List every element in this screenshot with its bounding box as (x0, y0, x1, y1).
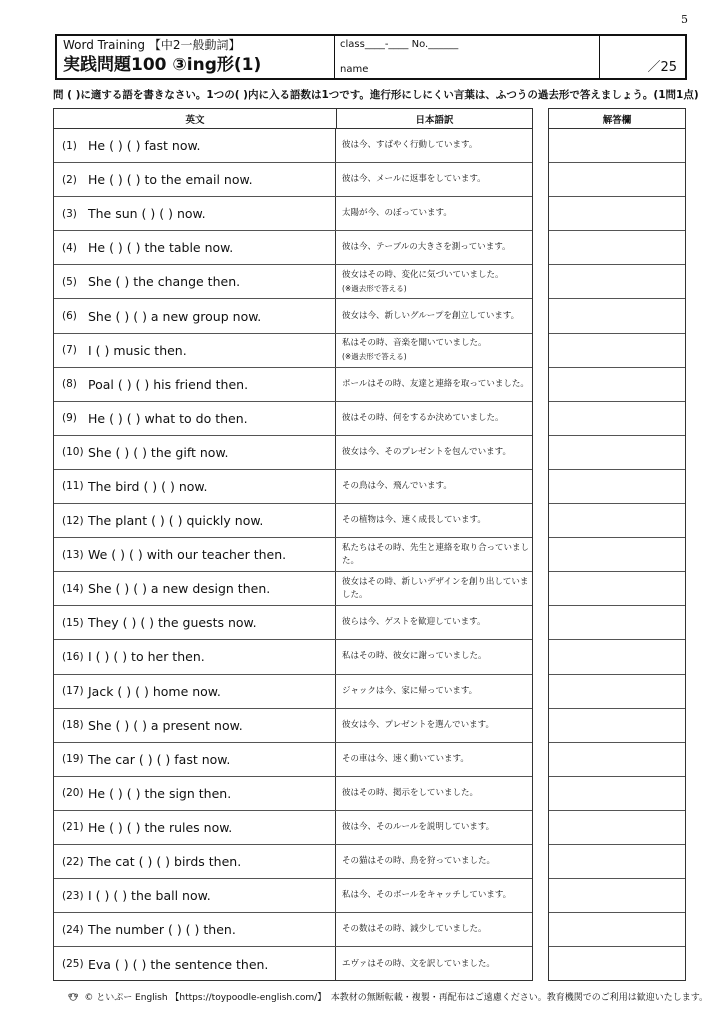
answer-cell[interactable] (549, 402, 685, 436)
question-row (54, 879, 532, 913)
question-row (54, 265, 532, 299)
japanese-translation: ポールはその時、友達と連絡を取っていました。 (342, 378, 529, 389)
japanese-translation: 彼女はその時、変化に気づいていました。 (342, 269, 504, 280)
answer-cell[interactable] (549, 845, 685, 879)
answer-cell[interactable] (549, 334, 685, 368)
score-total: ／25 (647, 60, 677, 75)
japanese-translation: 彼はその時、何をするか決めていました。 (342, 412, 504, 423)
english-sentence-cell (54, 470, 336, 503)
answer-cell[interactable] (549, 709, 685, 743)
japanese-translation-cell (336, 334, 532, 367)
japanese-translation: その車は今、速く動いています。 (342, 753, 469, 764)
answer-cell[interactable] (549, 675, 685, 709)
question-number: (3) (62, 207, 77, 220)
answer-cell[interactable] (549, 538, 685, 572)
question-row (54, 504, 532, 538)
question-number: (11) (62, 480, 84, 493)
past-tense-note: (※過去形で答える) (342, 283, 407, 293)
english-sentence: I ( ) music then. (88, 342, 187, 358)
japanese-translation-cell (336, 436, 532, 469)
question-row (54, 129, 532, 163)
japanese-translation-cell (336, 777, 532, 810)
japanese-translation: 彼女は今、プレゼントを選んでいます。 (342, 719, 494, 730)
english-sentence: He ( ) ( ) to the email now. (88, 172, 253, 188)
english-sentence: The cat ( ) ( ) birds then. (88, 854, 242, 870)
japanese-translation-cell (336, 572, 532, 605)
question-row (54, 675, 532, 709)
japanese-translation-cell (336, 368, 532, 401)
answer-header-label: 解答欄 (602, 114, 632, 126)
english-sentence: He ( ) ( ) the sign then. (88, 785, 232, 801)
english-sentence: He ( ) ( ) fast now. (88, 138, 201, 154)
japanese-translation: 彼女は今、新しいグループを創立しています。 (342, 310, 520, 321)
answer-cell[interactable] (549, 777, 685, 811)
question-number: (10) (62, 446, 84, 459)
question-row (54, 436, 532, 470)
question-row (54, 163, 532, 197)
answer-cell[interactable] (549, 299, 685, 333)
answer-cell[interactable] (549, 163, 685, 197)
question-number: (9) (62, 412, 77, 425)
footer (68, 990, 708, 1003)
english-sentence-cell (54, 197, 336, 230)
english-sentence: He ( ) ( ) the table now. (88, 240, 234, 256)
japanese-translation-cell (336, 709, 532, 742)
japanese-translation: 彼は今、テーブルの大きさを測っています。 (342, 242, 511, 253)
japanese-translation: その猫はその時、鳥を狩っていました。 (342, 856, 496, 867)
japanese-translation: 彼らは今、ゲストを歓迎しています。 (342, 617, 486, 628)
question-number: (16) (62, 650, 84, 663)
question-number: (6) (62, 310, 77, 323)
answer-cell[interactable] (549, 265, 685, 299)
japanese-translation: その植物は今、速く成長しています。 (342, 515, 486, 526)
question-number: (21) (62, 821, 84, 834)
english-sentence-cell (54, 777, 336, 810)
question-row (54, 709, 532, 743)
answer-cell[interactable] (549, 640, 685, 674)
japanese-translation: その数はその時、減少していました。 (342, 924, 487, 935)
question-row (54, 777, 532, 811)
answer-cell[interactable] (549, 811, 685, 845)
question-number: (12) (62, 514, 84, 527)
question-number: (1) (62, 139, 77, 152)
title-block (57, 36, 335, 78)
english-sentence-cell (54, 368, 336, 401)
english-sentence-cell (54, 947, 336, 981)
japanese-translation-cell (336, 606, 532, 639)
class-name-block (335, 36, 600, 78)
answer-cell[interactable] (549, 879, 685, 913)
question-number: (24) (62, 923, 84, 936)
english-sentence: We ( ) ( ) with our teacher then. (88, 547, 287, 563)
question-row (54, 572, 532, 606)
english-sentence-cell (54, 606, 336, 639)
answer-cell[interactable] (549, 913, 685, 947)
question-row (54, 606, 532, 640)
question-number: (15) (62, 616, 84, 629)
japanese-translation: エヴァはその時、文を訳していました。 (342, 958, 495, 969)
japanese-translation-cell (336, 129, 532, 162)
japanese-translation: 私はその時、音楽を聞いていました。 (342, 338, 487, 349)
english-sentence-cell (54, 299, 336, 332)
english-sentence: Eva ( ) ( ) the sentence then. (88, 956, 269, 972)
japanese-translation-cell (336, 231, 532, 264)
japanese-translation: 彼女は今、そのプレゼントを包んでいます。 (342, 446, 511, 457)
answer-cell[interactable] (549, 368, 685, 402)
japanese-translation: 彼女はその時、新しいデザインを創り出していました。 (342, 576, 529, 600)
english-sentence-cell (54, 231, 336, 264)
question-row (54, 811, 532, 845)
question-row (54, 231, 532, 265)
english-sentence: She ( ) ( ) a new group now. (88, 308, 262, 324)
japanese-translation-cell (336, 913, 532, 946)
answer-column (548, 108, 686, 981)
question-row (54, 743, 532, 777)
score-box (600, 36, 685, 78)
question-row (54, 640, 532, 674)
english-sentence: He ( ) ( ) what to do then. (88, 410, 248, 426)
english-sentence: The bird ( ) ( ) now. (88, 478, 208, 494)
question-number: (14) (62, 582, 84, 595)
japanese-translation: 彼はその時、掲示をしていました。 (342, 787, 479, 798)
japanese-translation: 彼は今、すばやく行動しています。 (342, 140, 478, 151)
question-number: (17) (62, 685, 84, 698)
question-number: (2) (62, 173, 77, 186)
english-sentence-cell (54, 845, 336, 878)
english-column-header: 英文 (54, 109, 337, 128)
japanese-translation: 私はその時、彼女に謝っていました。 (342, 651, 487, 662)
japanese-translation-cell (336, 504, 532, 537)
worksheet-subtitle: Word Training 【中2一般動詞】 (63, 38, 241, 52)
japanese-translation-cell (336, 402, 532, 435)
question-row (54, 845, 532, 879)
answer-cell[interactable] (549, 947, 685, 981)
japanese-translation-cell (336, 947, 532, 981)
question-row (54, 470, 532, 504)
english-sentence-cell (54, 913, 336, 946)
footer-text: © といぷー English 【https://toypoodle-english.com/】 本教材の無断転載・複製・再配布はご遠慮ください。教育機関でのご利用は歓迎いたします。 (84, 993, 708, 1003)
english-sentence-cell (54, 640, 336, 673)
japanese-translation-cell (336, 470, 532, 503)
answer-cell[interactable] (549, 572, 685, 606)
english-sentence: They ( ) ( ) the guests now. (88, 615, 257, 631)
english-sentence: The plant ( ) ( ) quickly now. (88, 513, 264, 529)
japanese-translation-cell (336, 197, 532, 230)
japanese-translation-cell (336, 640, 532, 673)
answer-cell[interactable] (549, 129, 685, 163)
answer-column-header (549, 109, 685, 129)
question-number: (19) (62, 753, 84, 766)
question-number: (22) (62, 855, 84, 868)
japanese-translation-cell (336, 811, 532, 844)
question-number: (13) (62, 548, 84, 561)
japanese-translation-cell (336, 265, 532, 298)
japanese-translation: 彼は今、そのルールを説明しています。 (342, 821, 495, 832)
english-sentence: Jack ( ) ( ) home now. (88, 683, 221, 699)
question-table (53, 108, 533, 981)
worksheet-header (55, 34, 687, 80)
japanese-translation: 太陽が今、のぼっています。 (342, 208, 452, 219)
english-sentence: She ( ) ( ) a present now. (88, 717, 243, 733)
english-sentence-cell (54, 879, 336, 912)
english-sentence: She ( ) the change then. (88, 274, 241, 290)
worksheet-title: 実践問題100 ③ing形(1) (63, 55, 262, 75)
question-number: (8) (62, 378, 77, 391)
japanese-translation-cell (336, 879, 532, 912)
japanese-translation-cell (336, 743, 532, 776)
english-sentence-cell (54, 675, 336, 708)
english-sentence-cell (54, 504, 336, 537)
english-sentence-cell (54, 743, 336, 776)
english-sentence: The sun ( ) ( ) now. (88, 206, 206, 222)
english-sentence-cell (54, 265, 336, 298)
japanese-translation: 私は今、そのボールをキャッチしています。 (342, 890, 512, 901)
japanese-translation-cell (336, 538, 532, 571)
name-field-label: name (340, 64, 369, 75)
question-number: (25) (62, 958, 84, 971)
question-row (54, 368, 532, 402)
japanese-translation-cell (336, 163, 532, 196)
question-number: (20) (62, 787, 84, 800)
english-sentence-cell (54, 572, 336, 605)
question-number: (7) (62, 344, 77, 357)
question-row (54, 402, 532, 436)
question-row (54, 947, 532, 981)
answer-cell[interactable] (549, 470, 685, 504)
english-sentence-cell (54, 709, 336, 742)
answer-cell[interactable] (549, 743, 685, 777)
english-sentence: She ( ) ( ) the gift now. (88, 444, 229, 460)
english-sentence: I ( ) ( ) to her then. (88, 649, 205, 665)
english-sentence: She ( ) ( ) a new design then. (88, 581, 271, 597)
poodle-logo-icon (68, 991, 78, 1003)
japanese-translation: その鳥は今、飛んでいます。 (342, 480, 452, 491)
answer-cell[interactable] (549, 504, 685, 538)
english-sentence-cell (54, 163, 336, 196)
question-number: (5) (62, 275, 77, 288)
answer-cell[interactable] (549, 606, 685, 640)
question-row (54, 538, 532, 572)
english-sentence-cell (54, 538, 336, 571)
question-table-header (54, 109, 532, 129)
class-field-label: class____-____ No.______ (340, 39, 459, 50)
japanese-translation: ジャックは今、家に帰っています。 (342, 685, 478, 696)
answer-cell[interactable] (549, 436, 685, 470)
japanese-translation-cell (336, 845, 532, 878)
instructions: 問 ( )に適する語を書きなさい。1つの( )内に入る語数は1つです。進行形にしにくい言葉は、ふつうの過去形で答えましょう。(1問1点) (53, 89, 699, 101)
english-sentence-cell (54, 334, 336, 367)
english-sentence-cell (54, 129, 336, 162)
page-number: 5 (681, 13, 688, 26)
question-row (54, 913, 532, 947)
question-row (54, 299, 532, 333)
answer-cell[interactable] (549, 197, 685, 231)
question-number: (4) (62, 241, 77, 254)
past-tense-note: (※過去形で答える) (342, 352, 407, 362)
japanese-translation: 私たちはその時、先生と連絡を取り合っていました。 (342, 542, 530, 566)
answer-cell[interactable] (549, 231, 685, 265)
english-sentence-cell (54, 402, 336, 435)
english-sentence-cell (54, 436, 336, 469)
japanese-column-header: 日本語訳 (415, 114, 454, 126)
question-number: (23) (62, 889, 84, 902)
english-sentence: The car ( ) ( ) fast now. (88, 751, 231, 767)
english-sentence: The number ( ) ( ) then. (88, 922, 236, 938)
japanese-translation: 彼は今、メールに返事をしています。 (342, 174, 486, 185)
question-number: (18) (62, 719, 84, 732)
english-sentence-cell (54, 811, 336, 844)
english-sentence: I ( ) ( ) the ball now. (88, 888, 211, 904)
japanese-translation-cell (336, 675, 532, 708)
japanese-translation-cell (336, 299, 532, 332)
english-sentence: He ( ) ( ) the rules now. (88, 819, 233, 835)
question-row (54, 334, 532, 368)
question-row (54, 197, 532, 231)
english-sentence: Poal ( ) ( ) his friend then. (88, 376, 249, 392)
